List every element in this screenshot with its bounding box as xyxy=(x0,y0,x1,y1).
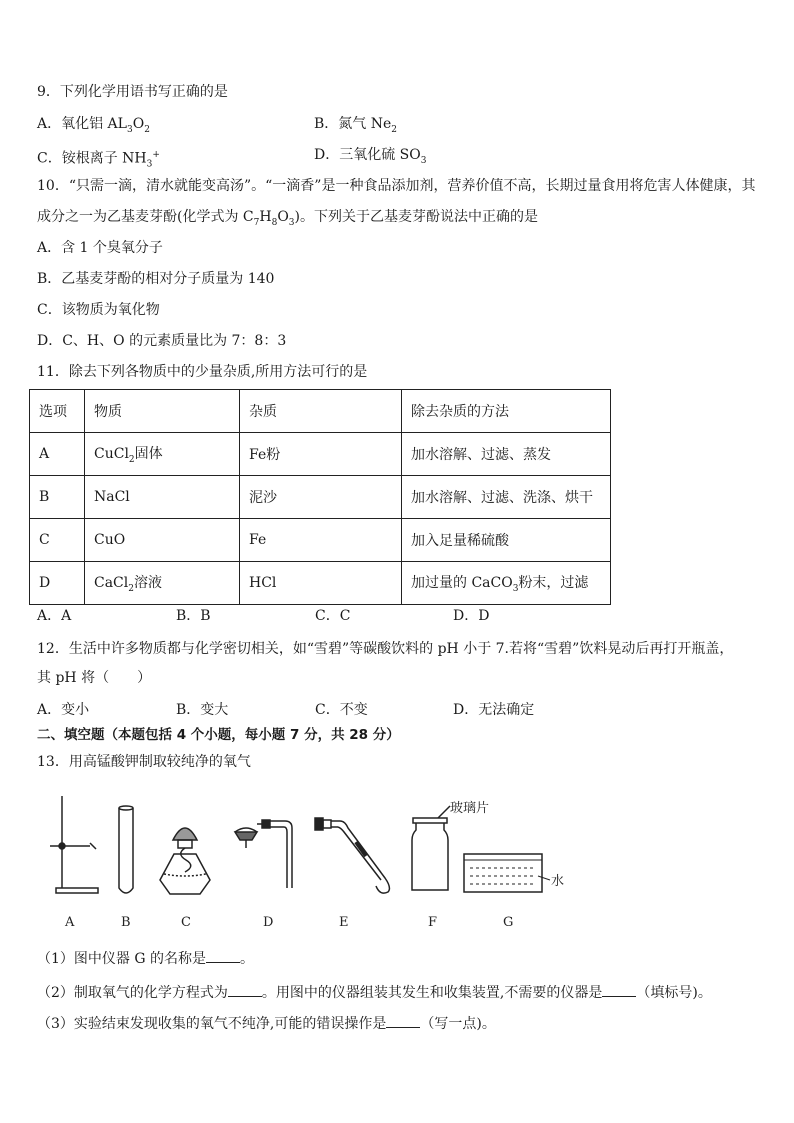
q10-stem-line2: 成分之一为乙基麦芽酚(化学式为 $C_7H_8O_3$)。下列关于乙基麦芽酚说法中正确的是 xyxy=(37,209,538,228)
q10-option-b: B．乙基麦芽酚的相对分子质量为 140 xyxy=(37,271,275,287)
alcohol-lamp-figure xyxy=(160,828,210,894)
iron-stand-figure xyxy=(50,796,98,893)
table-row xyxy=(30,433,611,476)
q12-stem-line1: 12．生活中许多物质都与化学密切相关，如“雪碧”等碳酸饮料的 pH 小于 7.若将“雪碧”饮料晃动后再打开瓶盖， xyxy=(37,641,734,657)
label-f: F xyxy=(428,915,438,930)
cell-impurity: Fe粉 xyxy=(240,433,402,476)
q12-stem-line2: 其 pH 将（ ） xyxy=(37,670,152,686)
cell-method: 加入足量稀硫酸 xyxy=(402,519,611,562)
header-impurity: 杂质 xyxy=(240,390,402,433)
cell-impurity: 泥沙 xyxy=(240,476,402,519)
q9-option-b: B．氮气 $Ne_2$ xyxy=(314,116,398,135)
cell-option: B xyxy=(30,476,85,519)
delivery-tube-figure xyxy=(315,818,389,893)
table-header-row xyxy=(30,390,611,433)
q11-answer-d: D．D xyxy=(453,608,490,624)
header-option: 选项 xyxy=(30,390,85,433)
q12-answer-a: A．变小 xyxy=(37,702,90,718)
q11-answer-a: A．A xyxy=(37,608,72,624)
q12-answer-b: B．变大 xyxy=(176,702,229,718)
section-heading: 二、填空题（本题包括 4 个小题，每小题 7 分，共 28 分） xyxy=(37,727,400,743)
label-c: C xyxy=(181,915,191,930)
label-water: 水 xyxy=(551,874,565,889)
q13-part3: （3）实验结束发现收集的氧气不纯净,可能的错误操作是 （写一点)。 xyxy=(37,1013,496,1034)
q9-option-a: A．氧化铝 $AL_3O_2$ xyxy=(37,116,150,135)
table-row xyxy=(30,562,611,605)
q10-option-c: C．该物质为氧化物 xyxy=(37,302,160,318)
cell-method: 加水溶解、过滤、洗涤、烘干 xyxy=(402,476,611,519)
q9-option-c: C．铵根离子 $NH_3^+$ xyxy=(37,150,160,170)
cell-method: 加过量的 CaCO$_3$粉末，过滤 xyxy=(402,562,611,605)
answer-blank[interactable] xyxy=(386,1013,420,1028)
cell-method: 加水溶解、过滤、蒸发 xyxy=(402,433,611,476)
test-tube-figure xyxy=(119,806,133,893)
q10-option-a: A．含 1 个臭氧分子 xyxy=(37,240,163,256)
label-b: B xyxy=(121,915,131,930)
cell-option: D xyxy=(30,562,85,605)
label-glass-plate: 玻璃片 xyxy=(450,801,490,816)
cell-substance: CuCl$_2$固体 xyxy=(85,433,240,476)
funnel-tube-figure xyxy=(235,820,292,888)
label-g: G xyxy=(503,915,514,930)
answer-blank[interactable] xyxy=(602,982,636,997)
q11-table xyxy=(29,389,611,605)
q10-option-d: D．C、H、O 的元素质量比为 7：8：3 xyxy=(37,333,287,349)
water-trough-figure xyxy=(464,854,550,892)
q11-answer-b: B．B xyxy=(176,608,211,624)
q13-stem: 13．用高锰酸钾制取较纯净的氧气 xyxy=(37,754,251,770)
q11-answer-c: C．C xyxy=(315,608,351,624)
cell-option: A xyxy=(30,433,85,476)
header-method: 除去杂质的方法 xyxy=(402,390,611,433)
q12-answer-d: D．无法确定 xyxy=(453,702,535,718)
q9-option-d: D．三氧化硫 $SO_3$ xyxy=(314,147,427,166)
gas-jar-figure xyxy=(412,806,450,890)
header-substance: 物质 xyxy=(85,390,240,433)
apparatus-diagram xyxy=(40,788,600,938)
q12-answer-c: C．不变 xyxy=(315,702,368,718)
cell-impurity: HCl xyxy=(240,562,402,605)
cell-substance: CaCl$_2$溶液 xyxy=(85,562,240,605)
label-d: D xyxy=(263,915,274,930)
cell-substance: NaCl xyxy=(85,476,240,519)
q9-stem: 9．下列化学用语书写正确的是 xyxy=(37,84,228,100)
table-row xyxy=(30,476,611,519)
table-row xyxy=(30,519,611,562)
q11-stem: 11．除去下列各物质中的少量杂质,所用方法可行的是 xyxy=(37,364,368,380)
cell-option: C xyxy=(30,519,85,562)
answer-blank[interactable] xyxy=(206,948,240,963)
cell-impurity: Fe xyxy=(240,519,402,562)
q10-stem-line1: 10．“只需一滴，清水就能变高汤”。“一滴香”是一种食品添加剂，营养价值不高，长期过量食用将危害人体健康，其 xyxy=(37,178,756,194)
cell-substance: CuO xyxy=(85,519,240,562)
label-a: A xyxy=(65,915,75,930)
q13-part2: （2）制取氧气的化学方程式为 。用图中的仪器组装其发生和收集装置,不需要的仪器是 （填标号)。 xyxy=(37,982,712,1003)
answer-blank[interactable] xyxy=(228,982,262,997)
q13-part1: （1）图中仪器 G 的名称是 。 xyxy=(37,948,254,969)
label-e: E xyxy=(339,915,349,930)
